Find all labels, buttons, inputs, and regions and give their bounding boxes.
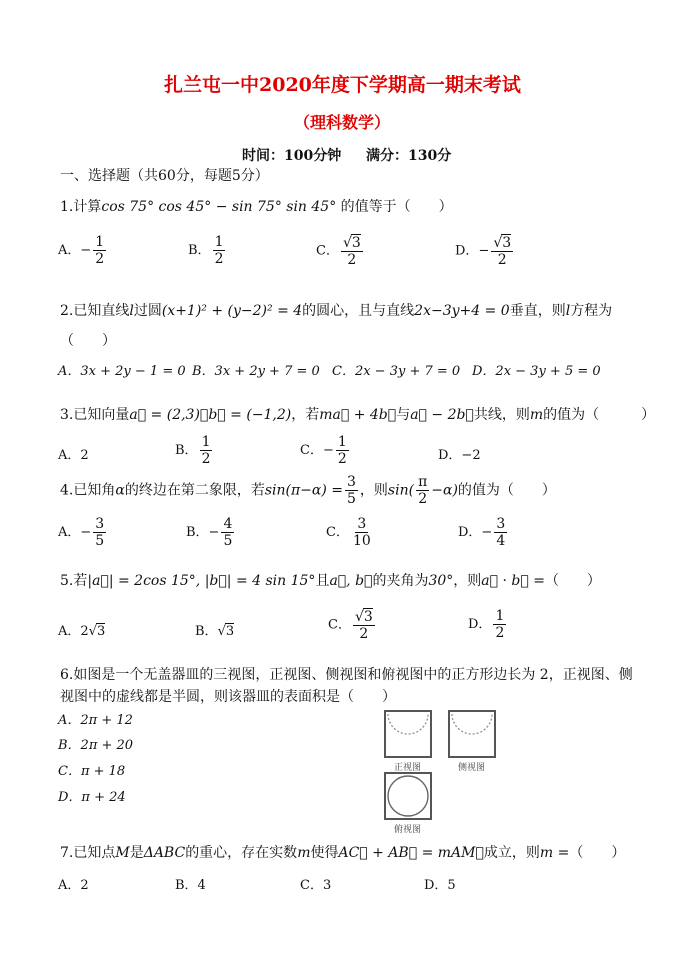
q4-text: ，则 xyxy=(359,482,388,499)
q7-text: 成立，则 xyxy=(483,845,540,861)
q1-option-b xyxy=(188,234,227,267)
q3-option-c xyxy=(300,434,351,467)
q4-option-a xyxy=(58,516,108,549)
q5-text: （ ） xyxy=(544,573,601,589)
q7-triangle: ΔABC xyxy=(143,845,186,861)
question-4-stem xyxy=(60,474,556,507)
q4-expr2: sin( xyxy=(387,482,415,499)
q3-option-b xyxy=(175,434,214,467)
front-view-semicircle xyxy=(386,712,430,756)
fraction: $\frac{3}{5}$ xyxy=(347,474,356,508)
q3-text: 3.已知向量 xyxy=(60,407,130,423)
q2-text: 的圆心，且与直线 xyxy=(302,303,415,319)
fraction: $\frac{1}{2}$ xyxy=(214,234,224,268)
q3-text: 与 xyxy=(396,407,411,423)
q1-option-c xyxy=(316,234,365,268)
exam-title: 扎兰屯一中2020年度下学期高一期末考试 xyxy=(164,74,521,96)
q5-angle: 30° xyxy=(428,573,454,589)
q7-text: （ ） xyxy=(569,845,626,861)
q7-text: 的重心，存在实数 xyxy=(185,845,298,861)
question-6-line2: 视图中的虚线都是半圆，则该器皿的表面积是（ ） xyxy=(60,689,396,705)
q7-vector-eq: AC⃗ + AB⃗ = mAM⃗ xyxy=(338,845,484,861)
q5-option-c xyxy=(328,608,377,642)
q1-text-b: 的值等于（ ） xyxy=(336,199,453,215)
q3-vectors: a⃗ = (2,3)，b⃗ = (−1,2) xyxy=(129,407,292,423)
question-3-stem xyxy=(60,404,655,424)
q3-option-d: D．−2 xyxy=(438,448,481,463)
q7-text: 7.已知点 xyxy=(60,845,116,861)
option-label: C． xyxy=(326,525,349,541)
q3-text: ，若 xyxy=(291,407,320,423)
fraction: $\frac{3}{4}$ xyxy=(496,516,506,550)
radicand: 3 xyxy=(225,624,235,639)
q6-option-b: B．2π + 20 xyxy=(58,738,134,753)
q5-dot: a⃗ · b⃗ = xyxy=(481,573,545,589)
q5-expr2: a⃗, b⃗ xyxy=(329,573,373,589)
option-label: C． xyxy=(316,243,339,259)
q5-text: 的夹角为 xyxy=(372,573,429,589)
q4-option-b xyxy=(186,516,236,549)
fraction: $\frac{\pi}{2}$ xyxy=(418,474,428,508)
q6-option-c: C．π + 18 xyxy=(58,764,126,779)
option-label: B． xyxy=(175,443,198,459)
question-1-stem xyxy=(60,196,453,216)
q4-text: 的终边在第二象限，若 xyxy=(124,482,265,499)
front-view-caption: 正视图 xyxy=(394,763,422,773)
q5-option-d xyxy=(468,608,508,641)
side-view-caption: 侧视图 xyxy=(458,763,486,773)
q3-text: 的值为（ ） xyxy=(543,407,656,423)
q7-option-d: D．5 xyxy=(424,878,456,893)
top-view-circle xyxy=(386,774,430,818)
q2-var-l: l xyxy=(565,303,571,319)
q2-text: 垂直，则 xyxy=(509,303,566,319)
q4-text: 4.已知角 xyxy=(60,482,116,499)
q5-option-b: B．√3 xyxy=(195,624,235,639)
q2-text: 方程为 xyxy=(570,303,613,319)
q7-m-eq: m = xyxy=(539,845,570,861)
q2-text: 2.已知直线 xyxy=(60,303,130,319)
q1-option-a: A．− $\frac{1}{2}$ xyxy=(58,234,105,268)
q1-math: cos 75° cos 45° − sin 75° sin 45° xyxy=(101,199,337,215)
q3-expr1: ma⃗ + 4b⃗ xyxy=(319,407,397,423)
q4-expr3: −α) xyxy=(431,482,458,499)
q7-option-c: C．3 xyxy=(300,878,332,893)
q4-option-d xyxy=(458,516,509,549)
q6-option-d: D．π + 24 xyxy=(58,790,126,805)
exam-time: 时间：100分钟 xyxy=(242,148,342,164)
q3-option-a: A．2 xyxy=(58,448,89,463)
radicand: 3 xyxy=(96,624,106,639)
option-label: B． xyxy=(195,624,218,639)
side-view-semicircle xyxy=(450,712,494,756)
q2-circle-eq: (x+1)² + (y−2)² = 4 xyxy=(161,303,303,319)
fraction: $\frac{3}{5}$ xyxy=(95,516,105,550)
option-label: D．− xyxy=(458,525,493,541)
option-label: A．− xyxy=(58,525,92,541)
q2-option-d: D．2x − 3y + 5 = 0 xyxy=(472,364,601,379)
q5-text: 5.若 xyxy=(60,573,88,589)
question-2-stem xyxy=(60,300,612,320)
q2-var-l: l xyxy=(129,303,134,319)
option-label: B． xyxy=(188,243,211,259)
fraction: $\frac{1}{2}$ xyxy=(495,608,505,642)
question-5-stem xyxy=(60,570,601,590)
q4-expr1: sin(π−α) = xyxy=(264,482,343,499)
q2-line-eq: 2x−3y+4 = 0 xyxy=(414,303,510,319)
q3-text: 共线，则 xyxy=(473,407,530,423)
option-label: C． xyxy=(328,617,351,633)
q2-option-b: B．3x + 2y + 7 = 0 xyxy=(192,364,320,379)
section-heading: 一、选择题（共60分，每题5分） xyxy=(60,168,269,184)
fraction: $\frac{1}{2}$ xyxy=(337,434,347,468)
q3-expr2: a⃗ − 2b⃗ xyxy=(410,407,474,423)
q7-var-m: m xyxy=(297,845,311,861)
q6-option-a: A．2π + 12 xyxy=(58,713,133,728)
fraction: $\frac{√3}{2}$ xyxy=(493,235,512,269)
fraction: $\frac{1}{2}$ xyxy=(201,434,211,468)
q3-var-m: m xyxy=(529,407,544,423)
q2-text: 过圆 xyxy=(133,303,162,319)
option-label: A．2 xyxy=(58,624,89,639)
q5-expr1: |a⃗| = 2cos 15°, |b⃗| = 4 sin 15° xyxy=(87,573,316,589)
exam-score: 满分：130分 xyxy=(366,148,452,164)
q2-option-c: C．2x − 3y + 7 = 0 xyxy=(332,364,461,379)
q4-text: 的值为（ ） xyxy=(457,482,556,499)
fraction: $\frac{1}{2}$ xyxy=(95,234,105,268)
q7-text: 是 xyxy=(129,845,144,861)
q5-option-a: A．2√3 xyxy=(58,624,106,639)
q5-text: ，则 xyxy=(453,573,482,589)
option-label: D． xyxy=(455,243,479,259)
fraction: $\frac{3}{10}$ xyxy=(352,516,371,550)
q7-option-a: A．2 xyxy=(58,878,89,893)
q2-option-a: A．3x + 2y − 1 = 0 xyxy=(58,364,186,379)
fraction: $\frac{√3}{2}$ xyxy=(354,609,373,643)
option-label: C．− xyxy=(300,443,334,459)
fraction: $\frac{√3}{2}$ xyxy=(342,235,361,269)
option-label: A． xyxy=(58,243,81,259)
q2-paren: （ ） xyxy=(60,333,116,349)
option-label: B．− xyxy=(186,525,220,541)
q4-option-c xyxy=(326,516,375,549)
q7-option-b: B．4 xyxy=(175,878,206,893)
q7-text: 使得 xyxy=(310,845,339,861)
question-7-stem xyxy=(60,842,625,862)
top-view-caption: 俯视图 xyxy=(394,825,422,835)
q7-point-m: M xyxy=(115,845,130,861)
exam-subtitle: （理科数学） xyxy=(294,113,391,132)
fraction: $\frac{4}{5}$ xyxy=(223,516,233,550)
q1-text-a: 1.计算 xyxy=(60,199,102,215)
q5-text: 且 xyxy=(315,573,330,589)
q1-option-d: D．− $\frac{√3}{2}$ xyxy=(455,235,512,269)
question-6-line1: 6.如图是一个无盖器皿的三视图，正视图、侧视图和俯视图中的正方形边长为 2，正视图、侧 xyxy=(60,667,633,683)
q4-alpha: α xyxy=(115,482,125,499)
option-label: D． xyxy=(468,617,492,633)
